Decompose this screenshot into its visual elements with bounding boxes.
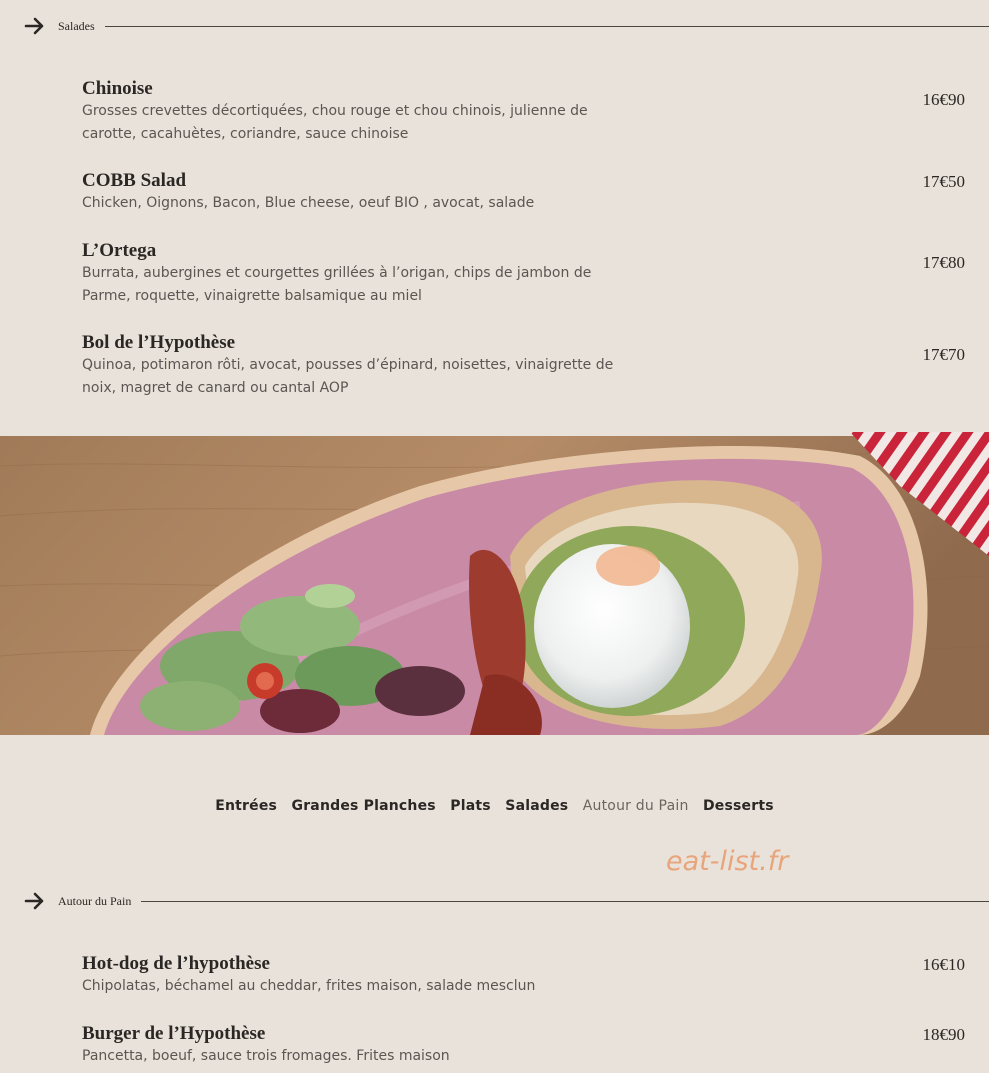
- menu-item-description: Pancetta, boeuf, sauce trois fromages. Frites maison: [82, 1048, 450, 1064]
- menu-item-price: 16€90: [922, 90, 965, 109]
- menu-item-name: L’Ortega: [82, 240, 157, 261]
- nav-item-autour-du-pain[interactable]: Autour du Pain: [582, 798, 689, 814]
- section-title: Salades: [58, 18, 95, 33]
- menu-item-name: Bol de l’Hypothèse: [82, 332, 236, 353]
- menu-item-description: Chicken, Oignons, Bacon, Blue cheese, oeuf BIO , avocat, salade: [82, 195, 535, 211]
- menu-item-name: Burger de l’Hypothèse: [82, 1023, 266, 1044]
- nav-item-plats[interactable]: Plats: [450, 798, 491, 814]
- section-title: Autour du Pain: [58, 893, 132, 908]
- section-divider: [141, 901, 989, 902]
- menu-item-name: Hot-dog de l’hypothèse: [82, 953, 270, 974]
- nav-item-salades[interactable]: Salades: [505, 798, 569, 814]
- watermark: eat-list.fr: [666, 846, 789, 877]
- nav-item-desserts[interactable]: Desserts: [702, 798, 774, 814]
- food-photo: [0, 426, 989, 735]
- menu-item: [82, 170, 965, 215]
- menu-item: [82, 953, 965, 998]
- menu-item-description: Quinoa, potimaron rôti, avocat, pousses d’épinard, noisettes, vinaigrette de noix, magret de canard ou cantal AOP: [82, 357, 614, 396]
- arrow-right-icon: [24, 890, 46, 912]
- food-photo-illustration: [0, 426, 989, 735]
- menu-item-description: Burrata, aubergines et courgettes grillées à l’origan, chips de jambon de Parme, roquette, vinaigrette balsamique au miel: [82, 265, 592, 304]
- section-header-autour-du-pain: [24, 889, 989, 913]
- arrow-right-icon: [24, 15, 46, 37]
- menu-item-name: Chinoise: [82, 78, 153, 99]
- menu-item-price: 17€80: [922, 253, 965, 272]
- menu-item-price: 18€90: [922, 1025, 965, 1044]
- menu-item-price: 17€50: [922, 172, 965, 191]
- menu-item: [82, 78, 965, 145]
- nav-item-grandes-planches[interactable]: Grandes Planches: [291, 798, 436, 814]
- menu-item-price: 16€10: [922, 955, 965, 974]
- category-nav: [0, 798, 989, 814]
- menu-item-description: Grosses crevettes décortiquées, chou rouge et chou chinois, julienne de carotte, cacahuètes, coriandre, sauce chinoise: [82, 103, 588, 142]
- menu-item: [82, 332, 965, 399]
- menu-item-name: COBB Salad: [82, 170, 187, 191]
- menu-item: [82, 240, 965, 307]
- section-header-salades: [24, 14, 989, 38]
- section-divider: [105, 26, 989, 27]
- menu-item-description: Chipolatas, béchamel au cheddar, frites maison, salade mesclun: [82, 978, 536, 994]
- menu-item: [82, 1023, 965, 1068]
- menu-item-price: 17€70: [922, 345, 965, 364]
- nav-item-entrees[interactable]: Entrées: [215, 798, 278, 814]
